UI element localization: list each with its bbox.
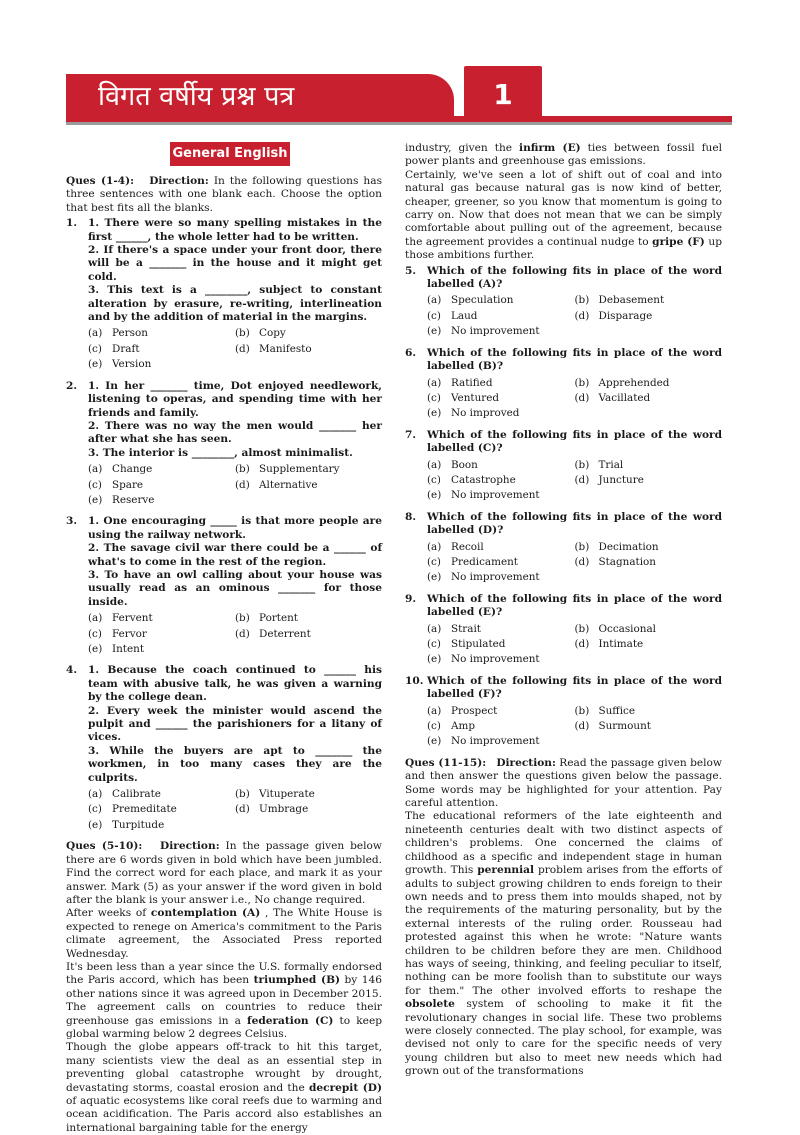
option-a: (a) Calibrate	[88, 788, 161, 801]
option-a: (a) Prospect	[427, 704, 498, 717]
question-8-options	[427, 541, 722, 585]
passage-paragraph-1: After weeks of contemplation (A) , The White House is expected to renege on America's commitment to the Paris climate agreement, the Associated Press reported Wednesday.	[66, 907, 383, 960]
question-1-options	[88, 327, 382, 371]
option-a: (a) Fervent	[88, 612, 153, 625]
option-c: (c) Laud	[427, 309, 478, 322]
question-4-options	[88, 788, 382, 832]
question-10-options	[427, 705, 722, 749]
option-b: (b) Occasional	[574, 622, 656, 635]
option-c: (c) Predicament	[427, 555, 518, 568]
option-d: (d) Umbrage	[235, 803, 309, 816]
option-b: (b) Decimation	[574, 540, 659, 553]
option-a: (a) Strait	[427, 622, 481, 635]
banner-grey-rule	[66, 122, 732, 125]
question-9: 9. Which of the following fits in place of the word labelled (E)?	[405, 592, 722, 619]
option-d: (d) Disparage	[574, 309, 653, 322]
option-c: (c) Amp	[427, 720, 476, 733]
option-e: (e) Intent	[88, 643, 144, 655]
question-7-options	[427, 459, 722, 503]
question-1: 1. 1. There were so many spelling mistakes in the first ______, the whole letter had to be written. 2. If there's a space under your front door, there will be a _______ in the house and it might get cold. 3. This text is a ________, subject to constant alteration by erasure, re-writing, interlineation and by the addition of material in the margins.	[66, 217, 382, 324]
directions-1-4: Ques (1-4): Direction: In the following questions has three sentences with one blank each. Choose the option that best fits all the blanks.	[66, 175, 383, 214]
option-c: (c) Draft	[88, 342, 140, 355]
question-9-options	[427, 623, 722, 667]
question-8: 8. Which of the following fits in place of the word labelled (D)?	[405, 510, 722, 537]
option-e: (e) No improvement	[427, 571, 540, 584]
question-3: 3. 1. One encouraging _____ is that more people are using the railway network. 2. The savage civil war there could be a ______ of what's to come in the rest of the region. 3. To have an owl calling about your house was usually read as an ominous _______ for those inside.	[66, 515, 382, 608]
option-b: (b) Debasement	[574, 294, 665, 307]
option-d: (d) Surmount	[574, 720, 651, 733]
question-10: 10. Which of the following fits in place of the word labelled (F)?	[405, 674, 722, 701]
passage-paragraph-3-cont: industry, given the infirm (E) ties between fossil fuel power plants and greenhouse gas emissions.	[405, 142, 723, 168]
option-e: (e) No improved	[427, 407, 520, 420]
section-title: General English	[170, 142, 290, 166]
option-d: (d) Intimate	[574, 638, 644, 650]
passage-paragraph-2: It's been less than a year since the U.S. formally endorsed the Paris accord, which has been triumphed (B) by 146 other nations since it was agreed upon in December 2015. The agreement calls on countries to reduce their greenhouse gas emissions in a federation (C) to keep global warming below 2 degrees Celsius.	[66, 960, 382, 1040]
question-2: 2. 1. In her _______ time, Dot enjoyed needlework, listening to operas, and spending time with her friends and family. 2. There was no way the men would _______ her after what she has seen. 3. The interior is ________, almost minimalist.	[66, 379, 382, 459]
question-6: 6. Which of the following fits in place of the word labelled (B)?	[405, 346, 722, 373]
option-b: (b) Supplementary	[235, 463, 340, 476]
option-b: (b) Portent	[235, 612, 298, 625]
directions-5-10: Ques (5-10): Direction: In the passage given below there are 6 words given in bold which have been jumbled. Find the correct word for each place, and mark it as your answer. Mark (5) as your answer if the word given in bold after the blank is your answer i.e., No change required.	[66, 840, 382, 906]
option-d: (d) Deterrent	[235, 627, 311, 640]
option-c: (c) Ventured	[427, 391, 500, 404]
option-b: (b) Trial	[574, 458, 624, 471]
option-c: (c) Catastrophe	[427, 473, 516, 486]
option-d: (d) Vacillated	[574, 391, 651, 404]
question-5-options	[427, 294, 722, 338]
option-b: (b) Vituperate	[235, 788, 315, 801]
option-e: (e) No improvement	[427, 735, 540, 748]
option-d: (d) Alternative	[235, 478, 318, 491]
option-a: (a) Change	[88, 463, 153, 476]
option-a: (a) Ratified	[427, 376, 493, 389]
reading-passage: The educational reformers of the late eighteenth and nineteenth centuries dealt with two distinct aspects of children's problems. One concerned the claims of childhood as a specific and independent stage in human growth. This perennial problem arises from the efforts of adults to subject growing children to ends foreign to their own needs and to press them into moulds shaped, not by the requirements of the maturing personality, but by the external interests of the ruling order. Rousseau had protested against this when he wrote: "Nature wants children to be children before they are men. Childhood has ways of seeing, thinking, and feeling peculiar to itself, nothing can be more foolish than to substitute our ways for them." The other involved efforts to reshape the obsolete system of schooling to make it fit the revolutionary changes in social life. These two problems were closely connected. The play school, for example, was devised not only to care for the specific needs of very young children but also to meet new needs which had grown out of the transformations	[405, 810, 723, 1078]
right-column	[405, 142, 722, 1079]
option-b: (b) Copy	[235, 327, 286, 340]
option-d: (d) Stagnation	[574, 555, 656, 568]
option-d: (d) Manifesto	[235, 342, 312, 355]
option-a: (a) Speculation	[427, 294, 514, 307]
option-e: (e) No improvement	[427, 653, 540, 666]
question-3-options	[88, 612, 382, 656]
option-c: (c) Spare	[88, 478, 144, 491]
option-b: (b) Apprehended	[574, 376, 670, 389]
option-d: (d) Juncture	[574, 473, 644, 486]
option-e: (e) Reserve	[88, 493, 155, 506]
option-e: (e) No improvement	[427, 489, 540, 502]
question-7: 7. Which of the following fits in place of the word labelled (C)?	[405, 428, 722, 455]
chapter-number: 1	[464, 66, 542, 122]
passage-paragraph-3: Though the globe appears off-track to hit this target, many scientists view the deal as an essential step in preventing global catastrophe wrought by drought, devastating storms, coastal erosion and the decrepit (D) of aquatic ecosystems like coral reefs due to warming and ocean acidification. The Paris accord also establishes an international bargaining table for the energy	[66, 1041, 382, 1134]
option-e: (e) No improvement	[427, 325, 540, 338]
option-a: (a) Recoil	[427, 540, 484, 553]
question-4: 4. 1. Because the coach continued to ______ his team with abusive talk, he was given a warning by the college dean. 2. Every week the minister would ascend the pulpit and ______ the parishioners for a litany of vices. 3. While the buyers are apt to _______ the workmen, in too many cases they are the culprits.	[66, 664, 382, 784]
chapter-title: विगत वर्षीय प्रश्न पत्र	[98, 81, 295, 112]
option-c: (c) Fervor	[88, 627, 147, 640]
option-e: (e) Turpitude	[88, 818, 165, 831]
question-2-options	[88, 463, 382, 507]
question-5: 5. Which of the following fits in place of the word labelled (A)?	[405, 264, 722, 291]
directions-11-15: Ques (11-15): Direction: Read the passage given below and then answer the questions given below the passage. Some words may be highlighted for your attention. Pay careful attention.	[405, 756, 722, 810]
chapter-banner	[66, 66, 732, 128]
question-6-options	[427, 377, 722, 421]
option-a: (a) Boon	[427, 458, 478, 471]
option-e: (e) Version	[88, 358, 152, 371]
left-column	[66, 142, 382, 1135]
option-c: (c) Premeditate	[88, 803, 177, 816]
option-c: (c) Stipulated	[427, 638, 506, 650]
passage-paragraph-4: Certainly, we've seen a lot of shift out of coal and into natural gas because natural gas is now kind of better, cheaper, greener, so you know that momentum is going to carry on. Now that does not mean that we can be simply comfortable about pulling out of the agreement, because the agreement provides a continual nudge to gripe (F) up those ambitions further.	[405, 168, 722, 262]
option-b: (b) Suffice	[574, 704, 635, 717]
option-a: (a) Person	[88, 327, 148, 340]
